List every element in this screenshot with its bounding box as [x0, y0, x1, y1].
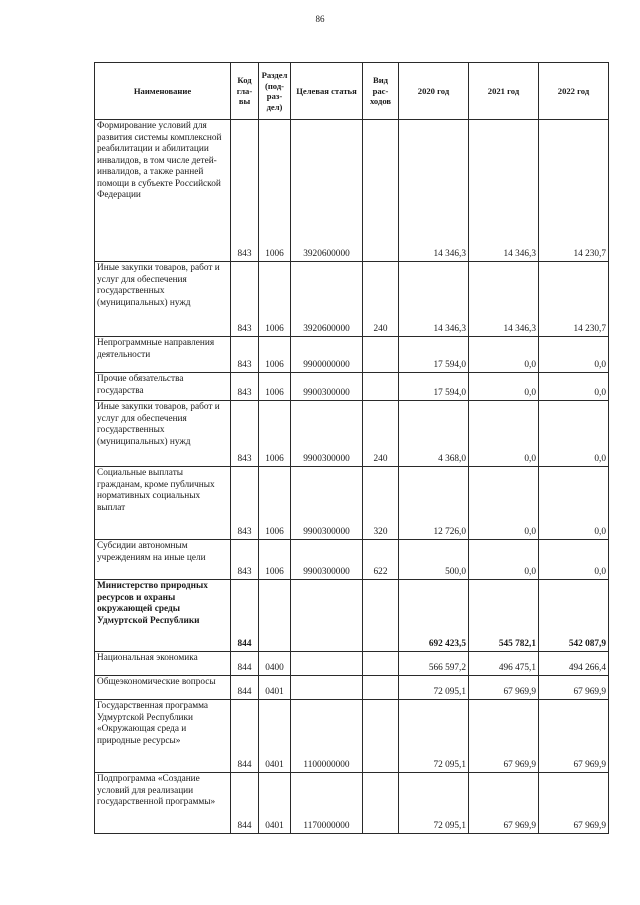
cell-expense [363, 700, 399, 773]
cell-name: Иные закупки товаров, работ и услуг для обеспечения государственных (муниципальных) нужд [95, 262, 231, 337]
cell-target: 1170000000 [291, 773, 363, 834]
cell-section: 1006 [259, 337, 291, 373]
cell-target: 9900000000 [291, 337, 363, 373]
cell-code: 844 [231, 773, 259, 834]
table-row [95, 467, 609, 540]
cell-name: Министерство природных ресурсов и охраны окружающей среды Удмуртской Республики [95, 580, 231, 652]
cell-code: 843 [231, 373, 259, 401]
table-row [95, 773, 609, 834]
cell-y2020: 14 346,3 [399, 120, 469, 262]
cell-section: 0401 [259, 773, 291, 834]
cell-y2020: 566 597,2 [399, 652, 469, 676]
cell-code: 843 [231, 120, 259, 262]
table-row [95, 676, 609, 700]
header-target: Целевая статья [291, 63, 363, 120]
cell-y2020: 4 368,0 [399, 401, 469, 467]
cell-name: Подпрограмма «Создание условий для реализации государственной программы» [95, 773, 231, 834]
cell-target: 9900300000 [291, 401, 363, 467]
cell-code: 843 [231, 337, 259, 373]
cell-y2021: 67 969,9 [469, 700, 539, 773]
cell-target: 9900300000 [291, 467, 363, 540]
cell-name: Субсидии автономным учреждениям на иные цели [95, 540, 231, 580]
cell-y2022: 14 230,7 [539, 262, 609, 337]
table-row [95, 373, 609, 401]
table-row [95, 540, 609, 580]
cell-section: 1006 [259, 540, 291, 580]
cell-target: 1100000000 [291, 700, 363, 773]
cell-y2022: 67 969,9 [539, 773, 609, 834]
cell-expense: 240 [363, 401, 399, 467]
cell-name: Общеэкономические вопросы [95, 676, 231, 700]
cell-y2022: 542 087,9 [539, 580, 609, 652]
cell-section: 0401 [259, 700, 291, 773]
cell-target: 3920600000 [291, 262, 363, 337]
cell-section: 1006 [259, 373, 291, 401]
cell-name: Государственная программа Удмуртской Республики «Окружающая среда и природные ресурсы» [95, 700, 231, 773]
header-code: Код гла-вы [231, 63, 259, 120]
cell-y2020: 72 095,1 [399, 700, 469, 773]
table-row [95, 580, 609, 652]
cell-y2021: 0,0 [469, 540, 539, 580]
cell-y2020: 14 346,3 [399, 262, 469, 337]
cell-code: 844 [231, 700, 259, 773]
cell-expense [363, 120, 399, 262]
cell-y2021: 14 346,3 [469, 262, 539, 337]
cell-y2020: 17 594,0 [399, 337, 469, 373]
budget-table [94, 62, 609, 834]
cell-y2021: 0,0 [469, 373, 539, 401]
cell-code: 843 [231, 401, 259, 467]
cell-y2021: 0,0 [469, 467, 539, 540]
header-name: Наименование [95, 63, 231, 120]
cell-y2022: 14 230,7 [539, 120, 609, 262]
header-2020: 2020 год [399, 63, 469, 120]
cell-section: 1006 [259, 120, 291, 262]
cell-section: 0400 [259, 652, 291, 676]
table-row [95, 652, 609, 676]
cell-y2021: 0,0 [469, 337, 539, 373]
cell-expense [363, 676, 399, 700]
cell-y2020: 17 594,0 [399, 373, 469, 401]
cell-target: 9900300000 [291, 540, 363, 580]
table-row [95, 700, 609, 773]
cell-expense: 622 [363, 540, 399, 580]
table-row [95, 401, 609, 467]
cell-code: 843 [231, 540, 259, 580]
cell-expense [363, 373, 399, 401]
cell-target: 9900300000 [291, 373, 363, 401]
cell-expense [363, 580, 399, 652]
cell-y2021: 14 346,3 [469, 120, 539, 262]
cell-y2020: 500,0 [399, 540, 469, 580]
cell-y2021: 67 969,9 [469, 676, 539, 700]
cell-y2021: 67 969,9 [469, 773, 539, 834]
table-header-row [95, 63, 609, 120]
cell-y2022: 0,0 [539, 373, 609, 401]
cell-name: Национальная экономика [95, 652, 231, 676]
cell-expense [363, 337, 399, 373]
cell-y2021: 0,0 [469, 401, 539, 467]
header-expense: Вид рас-ходов [363, 63, 399, 120]
cell-y2020: 12 726,0 [399, 467, 469, 540]
cell-y2020: 72 095,1 [399, 773, 469, 834]
cell-y2021: 545 782,1 [469, 580, 539, 652]
cell-target [291, 676, 363, 700]
cell-code: 844 [231, 652, 259, 676]
cell-y2022: 494 266,4 [539, 652, 609, 676]
cell-y2022: 67 969,9 [539, 700, 609, 773]
cell-y2022: 0,0 [539, 540, 609, 580]
header-2021: 2021 год [469, 63, 539, 120]
cell-target [291, 652, 363, 676]
cell-y2022: 67 969,9 [539, 676, 609, 700]
cell-code: 843 [231, 262, 259, 337]
cell-expense: 320 [363, 467, 399, 540]
cell-y2022: 0,0 [539, 467, 609, 540]
cell-y2022: 0,0 [539, 401, 609, 467]
cell-section: 1006 [259, 401, 291, 467]
cell-name: Непрограммные направления деятельности [95, 337, 231, 373]
cell-name: Социальные выплаты гражданам, кроме публичных нормативных социальных выплат [95, 467, 231, 540]
cell-section [259, 580, 291, 652]
cell-section: 0401 [259, 676, 291, 700]
cell-code: 844 [231, 580, 259, 652]
table-row [95, 120, 609, 262]
cell-expense [363, 773, 399, 834]
cell-y2020: 692 423,5 [399, 580, 469, 652]
cell-code: 844 [231, 676, 259, 700]
table-row [95, 337, 609, 373]
cell-y2022: 0,0 [539, 337, 609, 373]
cell-name: Прочие обязательства государства [95, 373, 231, 401]
cell-expense [363, 652, 399, 676]
cell-expense: 240 [363, 262, 399, 337]
page-number: 86 [315, 14, 325, 24]
cell-section: 1006 [259, 467, 291, 540]
cell-target [291, 580, 363, 652]
header-section: Раздел (под-раз-дел) [259, 63, 291, 120]
cell-name: Формирование условий для развития системы комплексной реабилитации и абилитации инвалидов, в том числе детей-инвалидов, а также ранней помощи в субъекте Российской Федерации [95, 120, 231, 262]
table-row [95, 262, 609, 337]
cell-target: 3920600000 [291, 120, 363, 262]
cell-y2020: 72 095,1 [399, 676, 469, 700]
cell-code: 843 [231, 467, 259, 540]
cell-section: 1006 [259, 262, 291, 337]
cell-y2021: 496 475,1 [469, 652, 539, 676]
cell-name: Иные закупки товаров, работ и услуг для обеспечения государственных (муниципальных) нужд [95, 401, 231, 467]
header-2022: 2022 год [539, 63, 609, 120]
